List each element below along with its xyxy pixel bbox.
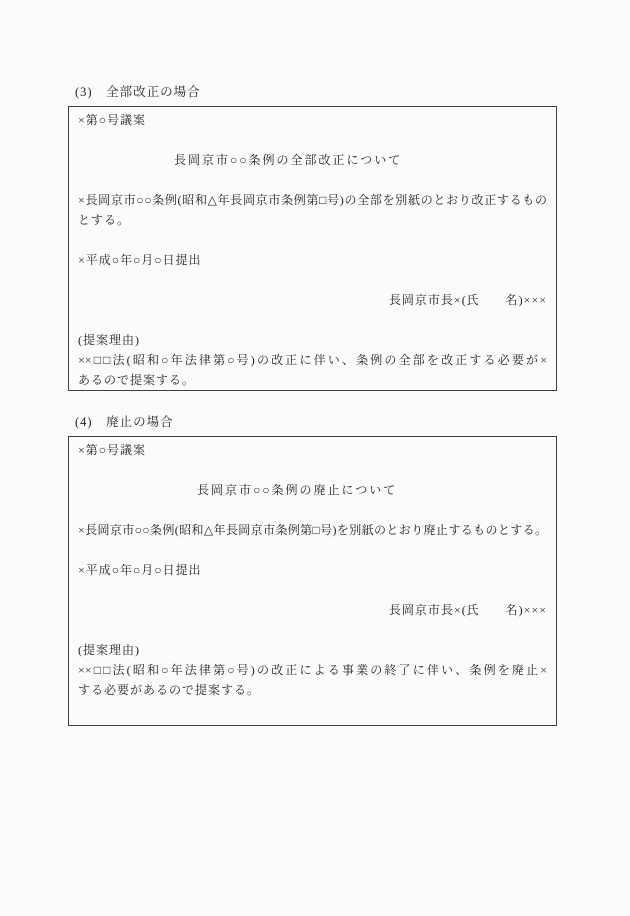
reason-line-2: する必要があるので提案する。 bbox=[78, 683, 261, 697]
section-full-amendment bbox=[68, 84, 557, 391]
reason-line-1: ××□□法(昭和○年法律第○号)の改正に伴い、条例の全部を改正する必要が× bbox=[78, 353, 547, 367]
bill-title-line: 長岡京市○○条例の廃止について bbox=[197, 483, 398, 497]
blank-line bbox=[78, 500, 547, 520]
blank-line bbox=[78, 130, 547, 150]
blank-line bbox=[78, 540, 547, 560]
bill-body-line-1: ×長岡京市○○条例(昭和△年長岡京市条例第□号)の全部を別紙のとおり改正するもの bbox=[78, 193, 547, 207]
reason-heading-line: (提案理由) bbox=[78, 643, 140, 657]
reason-line-1: ××□□法(昭和○年法律第○号)の改正による事業の終了に伴い、条例を廃止× bbox=[78, 663, 547, 677]
submission-date-line: ×平成○年○月○日提出 bbox=[78, 253, 202, 267]
mayor-signature-line: 長岡京市長×(氏 名)××× bbox=[388, 293, 547, 307]
blank-line bbox=[78, 620, 547, 640]
blank-line bbox=[78, 270, 547, 290]
bill-body-line-2: とする。 bbox=[78, 213, 131, 227]
section-heading-4: (4) 廃止の場合 bbox=[75, 415, 174, 429]
blank-line bbox=[78, 580, 547, 600]
blank-line bbox=[78, 230, 547, 250]
blank-line bbox=[78, 170, 547, 190]
blank-line bbox=[78, 460, 547, 480]
bill-body-line-1: ×長岡京市○○条例(昭和△年長岡京市条例第□号)を別紙のとおり廃止するものとする。 bbox=[78, 523, 547, 537]
section-heading-3: (3) 全部改正の場合 bbox=[75, 85, 201, 99]
submission-date-line: ×平成○年○月○日提出 bbox=[78, 563, 202, 577]
bill-title-line: 長岡京市○○条例の全部改正について bbox=[174, 153, 403, 167]
section-abolition bbox=[68, 414, 557, 726]
blank-line bbox=[78, 310, 547, 330]
example-box-abolition bbox=[68, 436, 557, 726]
bill-number-line: ×第○号議案 bbox=[78, 443, 147, 457]
mayor-signature-line: 長岡京市長×(氏 名)××× bbox=[388, 603, 547, 617]
example-box-full-amendment bbox=[68, 106, 557, 391]
bill-number-line: ×第○号議案 bbox=[78, 113, 147, 127]
reason-line-2: あるので提案する。 bbox=[78, 373, 196, 387]
reason-heading-line: (提案理由) bbox=[78, 333, 140, 347]
